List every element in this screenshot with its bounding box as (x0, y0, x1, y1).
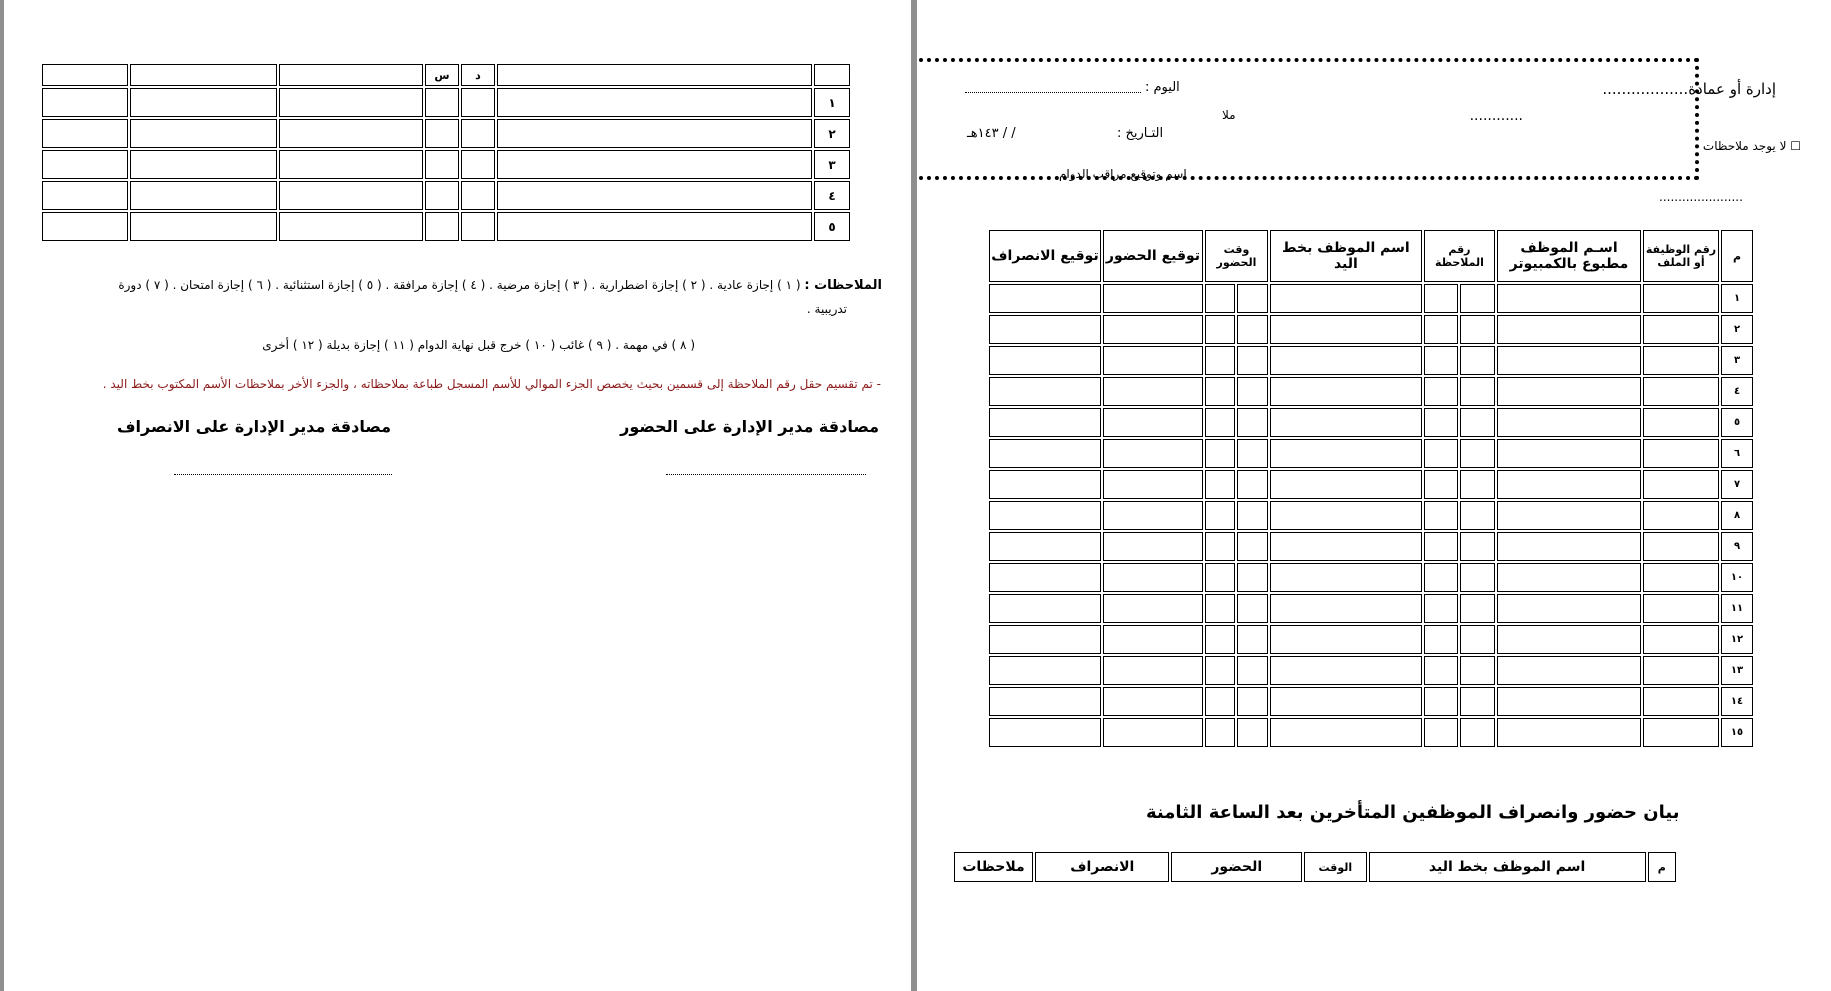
main-table-cell[interactable] (989, 408, 1101, 437)
main-table-cell[interactable] (1237, 470, 1267, 499)
main-table-cell[interactable] (989, 656, 1101, 685)
top-table-cell[interactable] (425, 88, 459, 117)
main-table-cell[interactable] (1205, 315, 1235, 344)
main-table-cell[interactable] (1205, 625, 1235, 654)
main-table-cell[interactable] (1270, 625, 1422, 654)
main-table-cell[interactable] (1497, 315, 1641, 344)
main-table-cell[interactable] (1270, 563, 1422, 592)
main-table-cell[interactable] (1205, 346, 1235, 375)
main-table-cell[interactable] (1270, 501, 1422, 530)
top-table-row (42, 181, 850, 210)
main-table-cell[interactable] (1205, 532, 1235, 561)
date-label: التـاريخ : (1117, 126, 1164, 141)
main-table-cell[interactable] (1643, 501, 1719, 530)
main-table-cell[interactable] (1643, 346, 1719, 375)
top-table-row-number: ١ (814, 88, 850, 117)
main-table-row (989, 501, 1753, 530)
late-header-notes: ملاحظات (954, 852, 1033, 882)
main-table-cell[interactable] (1205, 501, 1235, 530)
dept-label: إدارة أو عمادة.................. (1602, 80, 1776, 98)
main-table-cell[interactable] (1497, 470, 1641, 499)
main-table-cell[interactable] (1643, 315, 1719, 344)
main-table-row-number: ١٣ (1721, 656, 1753, 685)
main-table-cell[interactable] (1643, 408, 1719, 437)
main-table-row (989, 470, 1753, 499)
main-table-row (989, 563, 1753, 592)
main-table-cell[interactable] (1103, 532, 1203, 561)
main-table-cell[interactable] (1237, 625, 1267, 654)
approval-departure-signature-line (174, 474, 392, 475)
main-table-cell[interactable] (1497, 625, 1641, 654)
main-table-cell[interactable] (1497, 284, 1641, 313)
main-table-cell[interactable] (1460, 625, 1495, 654)
top-table-cell[interactable] (425, 150, 459, 179)
top-table-cell[interactable] (279, 88, 423, 117)
main-table-cell[interactable] (1237, 377, 1267, 406)
top-table-cell[interactable] (497, 88, 812, 117)
main-table-row-number: ٥ (1721, 408, 1753, 437)
header-job-number: رقم الوظيفة أو الملف (1643, 230, 1719, 282)
top-table-header-d: د (461, 64, 495, 86)
top-table-cell[interactable] (497, 150, 812, 179)
main-table-cell[interactable] (1643, 687, 1719, 716)
main-table-cell[interactable] (1205, 594, 1235, 623)
main-table-cell[interactable] (989, 687, 1101, 716)
main-table-cell[interactable] (1497, 687, 1641, 716)
main-table-cell[interactable] (1424, 687, 1459, 716)
main-table-cell[interactable] (1424, 315, 1459, 344)
main-table-cell[interactable] (1205, 408, 1235, 437)
main-table-cell[interactable] (1237, 501, 1267, 530)
main-table-cell[interactable] (1237, 532, 1267, 561)
main-table-cell[interactable] (1237, 315, 1267, 344)
main-table-row-number: ١٥ (1721, 718, 1753, 747)
top-table-row-number: ٢ (814, 119, 850, 148)
main-table-cell[interactable] (989, 718, 1101, 747)
main-table-cell[interactable] (1270, 284, 1422, 313)
main-table (987, 228, 1755, 749)
main-table-row-number: ٢ (1721, 315, 1753, 344)
top-table-cell[interactable] (42, 150, 128, 179)
main-table-cell[interactable] (1643, 625, 1719, 654)
top-table (40, 62, 852, 243)
main-table-row-number: ٣ (1721, 346, 1753, 375)
main-table-cell[interactable] (1103, 625, 1203, 654)
approval-departure: مصادقة مدير الإدارة على الانصراف (116, 417, 391, 436)
main-table-row-number: ١ (1721, 284, 1753, 313)
main-table-cell[interactable] (1497, 563, 1641, 592)
main-table-cell[interactable] (989, 346, 1101, 375)
main-table-cell[interactable] (989, 439, 1101, 468)
main-table-row (989, 439, 1753, 468)
approval-attendance-signature-line (666, 474, 866, 475)
main-table-row (989, 594, 1753, 623)
right-page (917, 0, 1831, 991)
mala-text: ملا (1222, 108, 1236, 122)
top-table-row-number: ٣ (814, 150, 850, 179)
late-table (952, 850, 1678, 884)
main-table-cell[interactable] (1497, 377, 1641, 406)
main-table-cell[interactable] (1205, 439, 1235, 468)
main-table-cell[interactable] (1424, 346, 1459, 375)
main-table-cell[interactable] (1424, 501, 1459, 530)
main-table-cell[interactable] (1643, 718, 1719, 747)
main-table-cell[interactable] (989, 563, 1101, 592)
main-table-cell[interactable] (1103, 408, 1203, 437)
main-table-cell[interactable] (1497, 408, 1641, 437)
top-table-cell[interactable] (461, 181, 495, 210)
top-table-row (42, 88, 850, 117)
header-note-number: رقم الملاحظة (1424, 230, 1495, 282)
main-table-cell[interactable] (1424, 532, 1459, 561)
main-table-row-number: ١٤ (1721, 687, 1753, 716)
main-table-cell[interactable] (1205, 377, 1235, 406)
main-table-cell[interactable] (1497, 501, 1641, 530)
main-table-cell[interactable] (1237, 656, 1267, 685)
main-table-cell[interactable] (1103, 377, 1203, 406)
top-table-row-number: ٥ (814, 212, 850, 241)
main-table-cell[interactable] (1424, 718, 1459, 747)
top-table-cell[interactable] (425, 181, 459, 210)
main-table-row (989, 377, 1753, 406)
main-table-cell[interactable] (1424, 284, 1459, 313)
main-table-row-number: ٨ (1721, 501, 1753, 530)
main-table-cell[interactable] (989, 532, 1101, 561)
main-table-cell[interactable] (1205, 470, 1235, 499)
main-table-cell[interactable] (989, 501, 1101, 530)
main-table-cell[interactable] (1497, 594, 1641, 623)
left-page (4, 0, 911, 991)
main-table-cell[interactable] (1237, 439, 1267, 468)
notes-line1-cont: تدريبية . (806, 302, 847, 316)
top-table-row (42, 119, 850, 148)
top-table-row (42, 212, 850, 241)
main-table-cell[interactable] (1270, 346, 1422, 375)
main-table-row (989, 315, 1753, 344)
main-table-cell[interactable] (1497, 532, 1641, 561)
late-header-departure: الانصراف (1035, 852, 1169, 882)
main-table-cell[interactable] (1460, 687, 1495, 716)
approval-attendance: مصادقة مدير الإدارة على الحضور (620, 417, 879, 436)
main-table-row-number: ٩ (1721, 532, 1753, 561)
main-table-cell[interactable] (1237, 563, 1267, 592)
late-header-attendance: الحضور (1171, 852, 1302, 882)
top-table-cell[interactable] (425, 119, 459, 148)
main-table-cell[interactable] (1424, 439, 1459, 468)
top-table-header-cell (497, 64, 812, 86)
main-table-cell[interactable] (1205, 687, 1235, 716)
top-table-row (42, 150, 850, 179)
day-label: اليوم : (1145, 80, 1180, 95)
late-header-m: م (1648, 852, 1676, 882)
main-table-cell[interactable] (1237, 346, 1267, 375)
main-table-cell[interactable] (1643, 377, 1719, 406)
main-table-cell[interactable] (1424, 377, 1459, 406)
main-table-cell[interactable] (1424, 625, 1459, 654)
top-table-cell[interactable] (497, 181, 812, 210)
header-arrival-signature: توقيع الحضور (1103, 230, 1203, 282)
main-table-cell[interactable] (1424, 408, 1459, 437)
main-table-row-number: ١٢ (1721, 625, 1753, 654)
main-table-cell[interactable] (1270, 439, 1422, 468)
main-table-cell[interactable] (1424, 656, 1459, 685)
dept-dots: ............ (1469, 108, 1523, 124)
header-departure-signature: توقيع الانصراف (989, 230, 1101, 282)
header-m: م (1721, 230, 1753, 282)
top-table-cell[interactable] (461, 88, 495, 117)
main-table-cell[interactable] (1497, 656, 1641, 685)
late-header-hand-name: اسم الموظف بخط اليد (1369, 852, 1646, 882)
main-table-cell[interactable] (1424, 563, 1459, 592)
main-table-cell[interactable] (1205, 563, 1235, 592)
notes-block (74, 278, 882, 338)
main-table-cell[interactable] (1424, 594, 1459, 623)
main-table-cell[interactable] (1643, 439, 1719, 468)
header-dotted-box (919, 58, 1699, 180)
main-table-cell[interactable] (1103, 687, 1203, 716)
main-table-row (989, 656, 1753, 685)
main-table-row-number: ٤ (1721, 377, 1753, 406)
header-arrival-time: وقت الحضور (1205, 230, 1268, 282)
main-table-cell[interactable] (1237, 408, 1267, 437)
main-table-cell[interactable] (989, 470, 1101, 499)
main-table-cell[interactable] (1460, 346, 1495, 375)
main-table-cell[interactable] (1460, 439, 1495, 468)
late-header-time: الوقت (1304, 852, 1367, 882)
top-table-cell[interactable] (130, 119, 278, 148)
main-table-cell[interactable] (1103, 439, 1203, 468)
main-table-cell[interactable] (1460, 315, 1495, 344)
main-table-row (989, 687, 1753, 716)
top-table-cell[interactable] (497, 119, 812, 148)
main-table-cell[interactable] (1460, 470, 1495, 499)
main-table-cell[interactable] (1460, 377, 1495, 406)
top-table-header-s: س (425, 64, 459, 86)
top-table-header-cell (814, 64, 850, 86)
main-table-cell[interactable] (1460, 408, 1495, 437)
main-table-cell[interactable] (989, 594, 1101, 623)
main-table-cell[interactable] (1497, 718, 1641, 747)
main-table-cell[interactable] (1270, 718, 1422, 747)
supervisor-label: اسم وتوقيع مراقب الدوام (1059, 167, 1187, 181)
main-table-row-number: ٧ (1721, 470, 1753, 499)
main-table-cell[interactable] (1270, 532, 1422, 561)
main-table-cell[interactable] (1270, 408, 1422, 437)
notes-red: - تم تقسيم حقل رقم الملاحظة إلى قسمين بحيث يخصص الجزء الموالي للأسم المسجل طباعة بملاحظاته ، والجزء الأخر بملاحظات الأسم المكتوب بخط اليد . (102, 377, 881, 391)
main-table-cell[interactable] (1643, 594, 1719, 623)
main-table-cell[interactable] (1103, 656, 1203, 685)
main-table-cell[interactable] (1270, 315, 1422, 344)
main-table-cell[interactable] (1643, 284, 1719, 313)
main-table-cell[interactable] (1103, 315, 1203, 344)
header-hand-name: اسم الموظف بخط اليد (1270, 230, 1422, 282)
top-table-cell[interactable] (279, 212, 423, 241)
main-table-cell[interactable] (989, 377, 1101, 406)
main-table-cell[interactable] (1103, 718, 1203, 747)
top-table-cell[interactable] (425, 212, 459, 241)
main-table-cell[interactable] (1205, 284, 1235, 313)
main-table-cell[interactable] (1460, 594, 1495, 623)
top-table-cell[interactable] (461, 212, 495, 241)
top-table-header-cell (130, 64, 278, 86)
main-table-cell[interactable] (1460, 284, 1495, 313)
top-table-header-cell (279, 64, 423, 86)
date-value: / / ١٤٣هـ (967, 126, 1016, 141)
main-table-cell[interactable] (1237, 284, 1267, 313)
no-notes-checkbox-label[interactable]: ☐ لا يوجد ملاحظات (1702, 139, 1801, 153)
main-table-cell[interactable] (1643, 563, 1719, 592)
top-table-cell[interactable] (461, 119, 495, 148)
top-table-cell[interactable] (497, 212, 812, 241)
main-table-cell[interactable] (1460, 563, 1495, 592)
main-table-cell[interactable] (1103, 470, 1203, 499)
top-table-cell[interactable] (130, 88, 278, 117)
main-table-cell[interactable] (1237, 594, 1267, 623)
notes-line1: ( ١ ) إجازة عادية . ( ٢ ) إجازة اضطرارية . ( ٣ ) إجازة مرضية . ( ٤ ) إجازة مرافقة . ( ٥ ) إجازة استثنائية . ( ٦ ) إجازة امتحان . ( ٧ ) دورة (118, 278, 801, 292)
main-table-cell[interactable] (1460, 656, 1495, 685)
main-table-cell[interactable] (1205, 656, 1235, 685)
header-printed-name: اسـم الموظف مطبوع بالكمبيوتر (1497, 230, 1641, 282)
main-table-cell[interactable] (1237, 687, 1267, 716)
main-table-row (989, 284, 1753, 313)
top-table-cell[interactable] (130, 181, 278, 210)
main-table-cell[interactable] (1103, 563, 1203, 592)
top-table-cell[interactable] (461, 150, 495, 179)
main-table-cell[interactable] (1270, 594, 1422, 623)
main-table-row (989, 408, 1753, 437)
main-table-cell[interactable] (1643, 656, 1719, 685)
main-table-cell[interactable] (1497, 346, 1641, 375)
top-table-cell[interactable] (42, 212, 128, 241)
main-table-cell[interactable] (1103, 346, 1203, 375)
late-title: بيان حضور وانصراف الموظفين المتأخرين بعد الساعة الثامنة (1146, 802, 1680, 823)
main-table-cell[interactable] (1270, 377, 1422, 406)
main-table-cell[interactable] (1643, 470, 1719, 499)
notes-line2: ( ٨ ) في مهمة . ( ٩ ) غائب ( ١٠ ) خرج قبل نهاية الدوام ( ١١ ) إجازة بديلة ( ١٢ ) أخرى (262, 338, 695, 352)
main-table-cell[interactable] (989, 284, 1101, 313)
main-table-cell[interactable] (989, 625, 1101, 654)
top-table-cell[interactable] (130, 212, 278, 241)
main-table-row-number: ١٠ (1721, 563, 1753, 592)
top-table-cell[interactable] (279, 150, 423, 179)
main-table-cell[interactable] (1497, 439, 1641, 468)
main-table-cell[interactable] (1103, 501, 1203, 530)
day-value-line (965, 92, 1141, 93)
top-table-cell[interactable] (130, 150, 278, 179)
main-table-cell[interactable] (1205, 718, 1235, 747)
main-table-row-number: ١١ (1721, 594, 1753, 623)
supervisor-dots: ...................... (1659, 190, 1743, 204)
main-table-cell[interactable] (1424, 470, 1459, 499)
main-table-row (989, 346, 1753, 375)
top-table-cell[interactable] (42, 88, 128, 117)
main-table-row-number: ٦ (1721, 439, 1753, 468)
main-table-cell[interactable] (1103, 594, 1203, 623)
main-table-cell[interactable] (1237, 718, 1267, 747)
main-table-row (989, 532, 1753, 561)
main-table-cell[interactable] (1270, 470, 1422, 499)
top-table-row-number: ٤ (814, 181, 850, 210)
notes-label: الملاحظات : (804, 278, 882, 293)
main-table-row (989, 718, 1753, 747)
top-table-cell[interactable] (42, 181, 128, 210)
main-table-row (989, 625, 1753, 654)
main-table-cell[interactable] (1460, 532, 1495, 561)
main-table-cell[interactable] (989, 315, 1101, 344)
top-table-cell[interactable] (279, 119, 423, 148)
top-table-header-cell (42, 64, 128, 86)
top-table-cell[interactable] (279, 181, 423, 210)
main-table-cell[interactable] (1643, 532, 1719, 561)
main-table-cell[interactable] (1103, 284, 1203, 313)
main-table-cell[interactable] (1270, 656, 1422, 685)
top-table-cell[interactable] (42, 119, 128, 148)
main-table-cell[interactable] (1270, 687, 1422, 716)
main-table-cell[interactable] (1460, 718, 1495, 747)
main-table-cell[interactable] (1460, 501, 1495, 530)
